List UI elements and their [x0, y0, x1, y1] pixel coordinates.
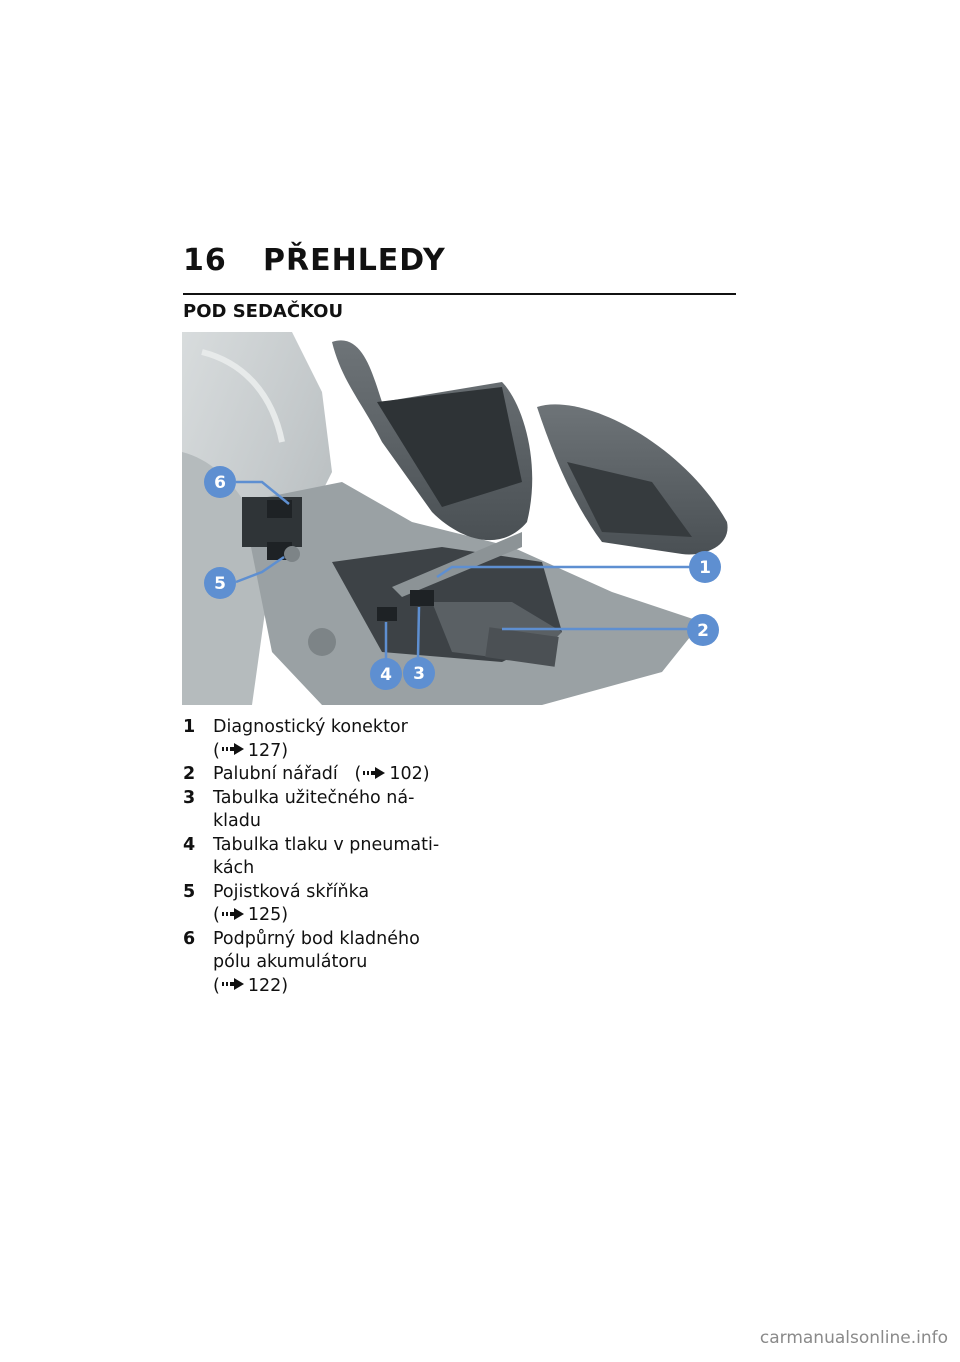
- legend-text: Pojistková skříňka: [213, 881, 370, 902]
- callout-2: [687, 614, 719, 646]
- legend-text: Podpůrný bod kladného: [213, 928, 420, 949]
- svg-text:1: 1: [699, 558, 711, 578]
- page-ref-arrow-icon: [363, 767, 385, 779]
- chapter-title: PŘEHLEDY: [263, 243, 446, 278]
- legend-text: Diagnostický konektor: [213, 717, 408, 737]
- legend-number: 6: [183, 928, 196, 949]
- page-reference[interactable]: ( 125): [213, 905, 289, 925]
- legend-number: 3: [183, 787, 196, 808]
- legend-text: Tabulka užitečného ná-: [213, 787, 415, 808]
- legend-text: Tabulka tlaku v pneumati-: [213, 834, 440, 855]
- svg-text:4: 4: [380, 665, 392, 685]
- legend-number: 1: [183, 717, 196, 737]
- callout-5: [204, 567, 236, 599]
- legend-item: [183, 787, 463, 834]
- svg-text:5: 5: [214, 574, 226, 594]
- page-ref-arrow-icon: [222, 743, 244, 755]
- page-ref-arrow-icon: [222, 908, 244, 920]
- legend-item: [183, 928, 463, 999]
- legend-list: [183, 716, 463, 998]
- svg-text:3: 3: [413, 664, 425, 684]
- under-seat-illustration: [182, 332, 732, 705]
- page-number: 16: [183, 243, 227, 278]
- legend-item: [183, 881, 463, 928]
- legend-item: [183, 834, 463, 881]
- header-rule: [183, 293, 736, 295]
- page-reference[interactable]: ( 122): [213, 975, 289, 996]
- callout-1: [689, 551, 721, 583]
- page-reference[interactable]: ( 127): [213, 740, 289, 761]
- legend-text: kách: [213, 858, 255, 878]
- legend-number: 5: [183, 881, 196, 902]
- callout-3: [403, 657, 435, 689]
- watermark-text[interactable]: carmanualsonline.info: [759, 1328, 948, 1348]
- callout-4: [370, 658, 402, 690]
- legend-text: kladu: [213, 811, 261, 831]
- page-reference[interactable]: ( 102): [343, 764, 430, 784]
- page-ref-arrow-icon: [222, 978, 244, 990]
- legend-number: 2: [183, 764, 196, 784]
- svg-text:6: 6: [214, 473, 226, 493]
- svg-text:2: 2: [697, 621, 709, 641]
- legend-item: [183, 763, 463, 787]
- legend-item: [183, 716, 463, 763]
- legend-number: 4: [183, 834, 196, 855]
- legend-text: Palubní nářadí: [213, 764, 338, 784]
- callout-6: [204, 466, 236, 498]
- legend-text: pólu akumulátoru: [213, 952, 368, 972]
- section-title: POD SEDAČKOU: [183, 301, 344, 322]
